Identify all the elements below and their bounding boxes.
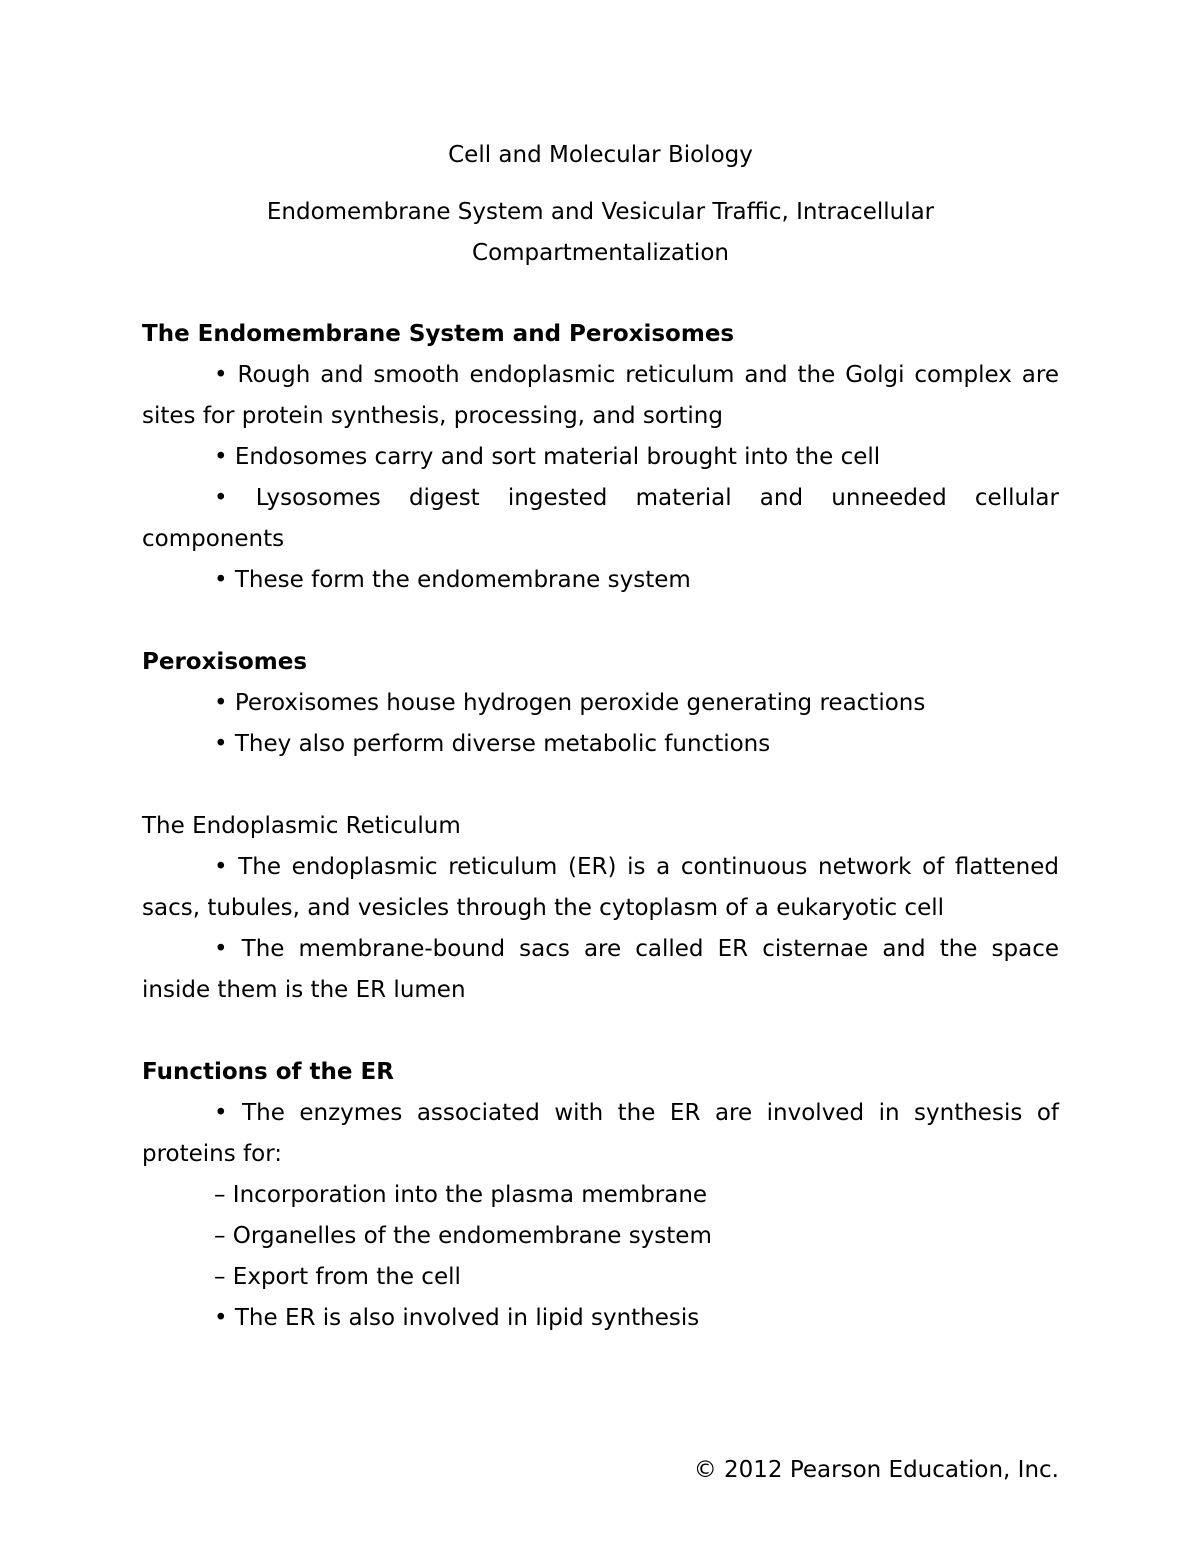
bullet-item: • The membrane-bound sacs are called ER cisternae and the space inside them is the ER lumen: [142, 936, 1059, 1003]
sub-item: – Export from the cell: [214, 1264, 461, 1290]
bullet-item: • The enzymes associated with the ER are involved in synthesis of proteins for:: [142, 1100, 1059, 1167]
section-heading: Functions of the ER: [142, 1059, 394, 1085]
bullet-item: • The ER is also involved in lipid synthesis: [214, 1305, 700, 1331]
topic-title-line-1: Endomembrane System and Vesicular Traffic, Intracellular: [266, 199, 935, 225]
bullet-item: • These form the endomembrane system: [214, 567, 691, 593]
bullet-item: • Rough and smooth endoplasmic reticulum and the Golgi complex are sites for protein synthesis, processing, and sorting: [142, 362, 1059, 429]
section-heading: The Endomembrane System and Peroxisomes: [142, 321, 735, 347]
section-functions-of-er: [142, 1052, 1059, 1339]
bullet-item: • Lysosomes digest ingested material and unneeded cellular components: [142, 485, 1059, 552]
section-heading: The Endoplasmic Reticulum: [142, 813, 461, 839]
sub-item: – Incorporation into the plasma membrane: [214, 1182, 708, 1208]
copyright-footer: © 2012 Pearson Education, Inc.: [693, 1457, 1059, 1483]
section-peroxisomes: [142, 642, 1059, 765]
section-endoplasmic-reticulum: [142, 806, 1059, 1011]
title-block: [142, 135, 1059, 274]
bullet-item: • The endoplasmic reticulum (ER) is a continuous network of flattened sacs, tubules, and vesicles through the cytoplasm of a eukaryotic cell: [142, 854, 1059, 921]
course-title: Cell and Molecular Biology: [448, 142, 753, 168]
bullet-item: • Peroxisomes house hydrogen peroxide generating reactions: [214, 690, 926, 716]
bullet-item: • They also perform diverse metabolic functions: [214, 731, 771, 757]
document-page: [142, 0, 1059, 1553]
sub-item: – Organelles of the endomembrane system: [214, 1223, 712, 1249]
bullet-item: • Endosomes carry and sort material brought into the cell: [214, 444, 881, 470]
topic-title-line-2: Compartmentalization: [472, 240, 729, 266]
section-heading: Peroxisomes: [142, 649, 308, 675]
section-endomembrane: [142, 314, 1059, 601]
